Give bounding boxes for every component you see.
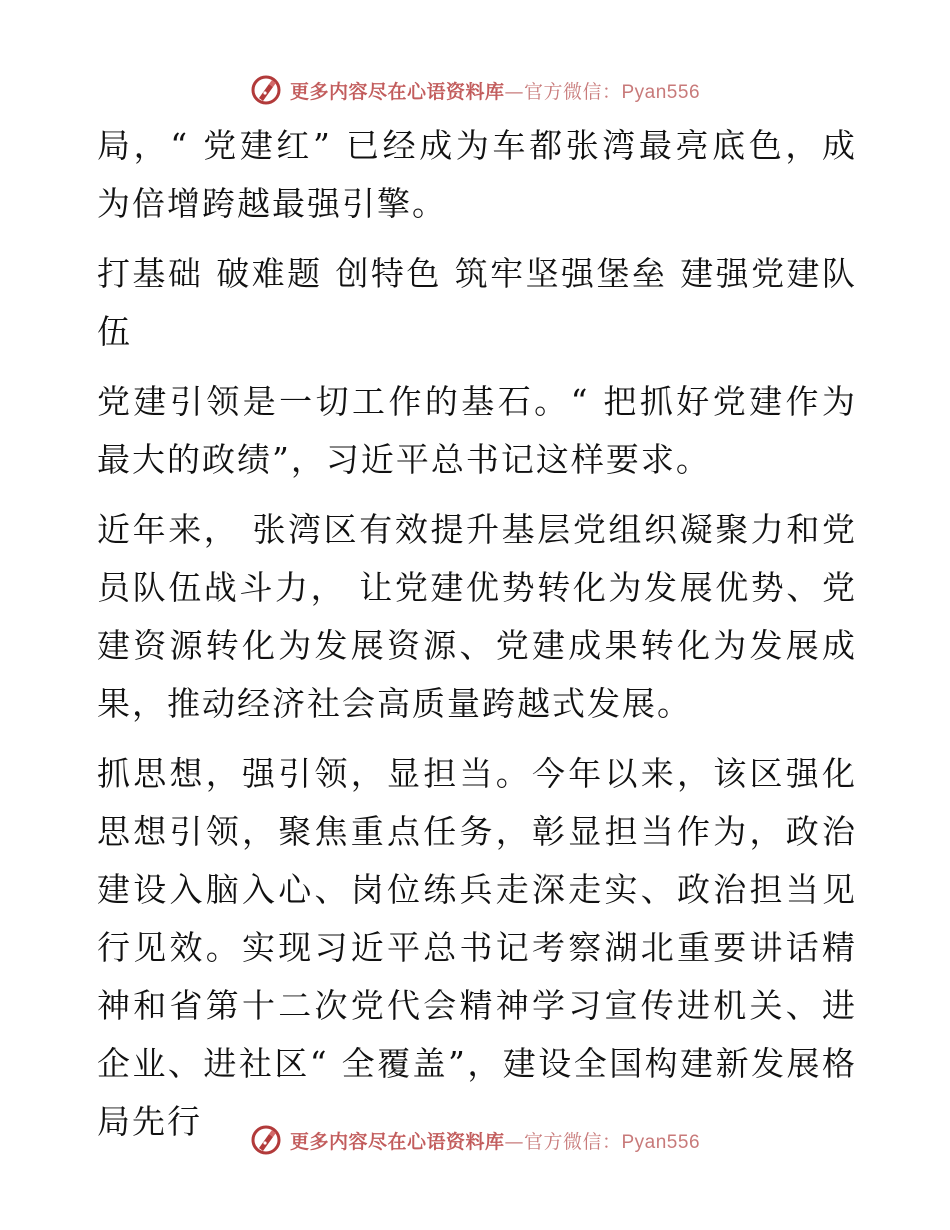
section-heading: 打基础 破难题 创特色 筑牢坚强堡垒 建强党建队伍 bbox=[97, 254, 857, 351]
watermark-dash: — bbox=[504, 1130, 524, 1153]
watermark-wechat-id: Pyan556 bbox=[621, 1131, 701, 1153]
paragraph: 局，“ 党建红” 已经成为车都张湾最亮底色，成为倍增跨越最强引擎。 bbox=[97, 126, 857, 223]
pen-nib-logo-icon bbox=[250, 74, 282, 106]
document-body bbox=[97, 117, 857, 1163]
footer-watermark bbox=[0, 1120, 950, 1160]
watermark-wechat-label: 官方微信： bbox=[523, 1130, 622, 1153]
watermark-wechat-id: Pyan556 bbox=[621, 81, 701, 103]
paragraph: 抓思想，强引领，显担当。今年以来，该区强化思想引领，聚焦重点任务，彰显担当作为，政治建设入脑入心、岗位练兵走深走实、政治担当见行见效。实现习近平总书记考察湖北重要讲话精神和省第十二次党代会精神学习宣传进机关、进企业、进社区“ 全覆盖”，建设全国构建新发展格局先行 bbox=[97, 754, 857, 1141]
header-watermark bbox=[0, 70, 950, 110]
watermark-brand: 更多内容尽在心语资料库 bbox=[289, 1130, 505, 1153]
watermark-text bbox=[290, 77, 700, 104]
pen-nib-logo-icon bbox=[250, 1124, 282, 1156]
watermark-wechat-label: 官方微信： bbox=[523, 80, 622, 103]
watermark-text bbox=[290, 1127, 700, 1154]
paragraph: 党建引领是一切工作的基石。“ 把抓好党建作为最大的政绩”，习近平总书记这样要求。 bbox=[97, 382, 857, 479]
paragraph: 近年来， 张湾区有效提升基层党组织凝聚力和党员队伍战斗力， 让党建优势转化为发展优势、党建资源转化为发展资源、党建成果转化为发展成果，推动经济社会高质量跨越式发展。 bbox=[97, 510, 857, 723]
watermark-brand: 更多内容尽在心语资料库 bbox=[289, 80, 505, 103]
watermark-dash: — bbox=[504, 80, 524, 103]
